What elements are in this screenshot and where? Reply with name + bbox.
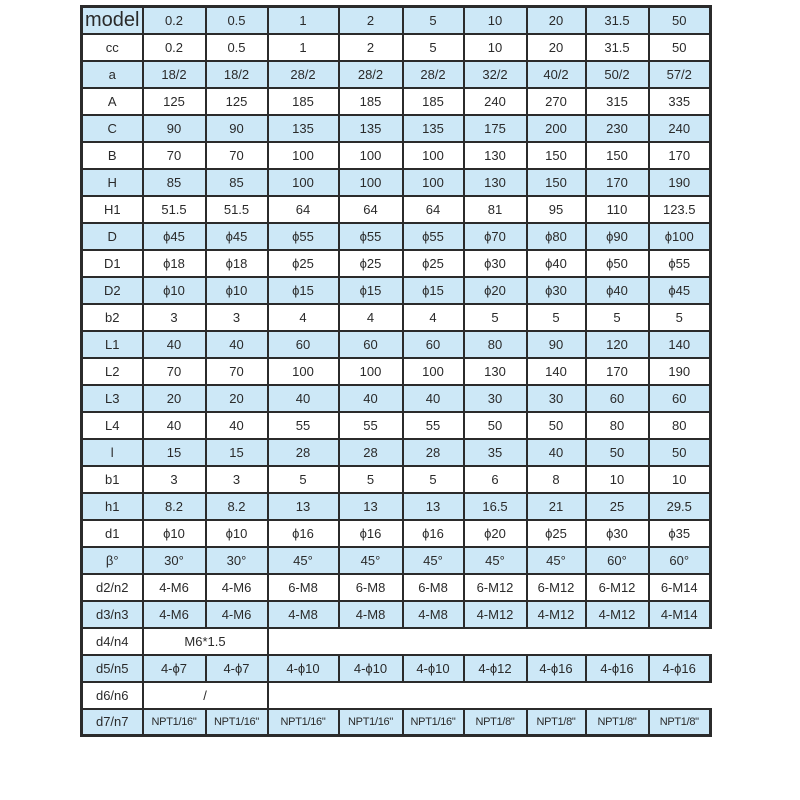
table-cell: 30 xyxy=(527,385,586,412)
table-cell: ϕ10 xyxy=(206,277,268,304)
table-cell: 40 xyxy=(403,385,464,412)
table-cell: 6-M8 xyxy=(403,574,464,601)
table-row-d6/n6 xyxy=(82,682,711,709)
column-header-2: 2 xyxy=(339,7,403,34)
table-cell: 60° xyxy=(649,547,711,574)
table-row-h1 xyxy=(82,493,711,520)
table-cell: 4-ϕ16 xyxy=(649,655,711,682)
table-cell: 55 xyxy=(339,412,403,439)
row-label: B xyxy=(82,142,143,169)
table-cell: 90 xyxy=(206,115,268,142)
blank-merged-cell xyxy=(268,682,711,709)
table-cell: ϕ20 xyxy=(464,520,527,547)
table-cell: 8.2 xyxy=(206,493,268,520)
table-cell: ϕ25 xyxy=(339,250,403,277)
table-row-L2 xyxy=(82,358,711,385)
row-label: b2 xyxy=(82,304,143,331)
table-cell: 5 xyxy=(527,304,586,331)
table-cell: 85 xyxy=(143,169,206,196)
table-cell: 140 xyxy=(649,331,711,358)
table-cell: 4-ϕ12 xyxy=(464,655,527,682)
table-cell: 125 xyxy=(143,88,206,115)
table-cell: 8 xyxy=(527,466,586,493)
table-cell: 30° xyxy=(206,547,268,574)
table-row-d7/n7 xyxy=(82,709,711,736)
table-cell: 125 xyxy=(206,88,268,115)
table-cell: 170 xyxy=(649,142,711,169)
table-row-b1 xyxy=(82,466,711,493)
table-cell: 6-M8 xyxy=(268,574,339,601)
table-cell: 3 xyxy=(143,304,206,331)
table-cell: 50/2 xyxy=(586,61,649,88)
table-cell: ϕ45 xyxy=(206,223,268,250)
row-label: d4/n4 xyxy=(82,628,143,655)
table-cell: 10 xyxy=(649,466,711,493)
table-cell: ϕ25 xyxy=(403,250,464,277)
table-row-L3 xyxy=(82,385,711,412)
table-cell: 20 xyxy=(527,34,586,61)
table-cell: 70 xyxy=(143,142,206,169)
table-cell: 50 xyxy=(464,412,527,439)
table-cell: 50 xyxy=(649,439,711,466)
table-cell: 13 xyxy=(403,493,464,520)
table-cell: 5 xyxy=(403,466,464,493)
table-cell: NPT1/8" xyxy=(527,709,586,736)
table-cell: 240 xyxy=(464,88,527,115)
table-cell: 6-M12 xyxy=(527,574,586,601)
table-cell: 4-M12 xyxy=(586,601,649,628)
table-cell: 8.2 xyxy=(143,493,206,520)
table-cell: 170 xyxy=(586,169,649,196)
table-cell: ϕ45 xyxy=(143,223,206,250)
table-body xyxy=(82,34,711,736)
table-cell: ϕ55 xyxy=(339,223,403,250)
table-cell: 5 xyxy=(268,466,339,493)
table-cell: 35 xyxy=(464,439,527,466)
table-cell: 55 xyxy=(268,412,339,439)
row-label: H1 xyxy=(82,196,143,223)
table-cell: 150 xyxy=(586,142,649,169)
table-cell: 28 xyxy=(268,439,339,466)
table-cell: 315 xyxy=(586,88,649,115)
table-cell: 60 xyxy=(268,331,339,358)
table-cell: 4-M14 xyxy=(649,601,711,628)
column-header-10: 10 xyxy=(464,7,527,34)
row-label: d3/n3 xyxy=(82,601,143,628)
table-cell: 150 xyxy=(527,142,586,169)
column-header-1: 1 xyxy=(268,7,339,34)
table-cell: 100 xyxy=(339,358,403,385)
header-row xyxy=(82,7,711,34)
table-cell: NPT1/16" xyxy=(206,709,268,736)
merged-cell: M6*1.5 xyxy=(143,628,268,655)
table-cell: 10 xyxy=(464,34,527,61)
table-cell: 40 xyxy=(206,331,268,358)
table-cell: NPT1/16" xyxy=(143,709,206,736)
table-cell: ϕ50 xyxy=(586,250,649,277)
table-cell: 15 xyxy=(143,439,206,466)
row-label: b1 xyxy=(82,466,143,493)
table-cell: ϕ16 xyxy=(268,520,339,547)
table-cell: 28 xyxy=(403,439,464,466)
table-cell: 20 xyxy=(143,385,206,412)
row-label: L4 xyxy=(82,412,143,439)
table-cell: 28/2 xyxy=(268,61,339,88)
row-label: cc xyxy=(82,34,143,61)
table-row-A xyxy=(82,88,711,115)
table-cell: 85 xyxy=(206,169,268,196)
table-cell: 175 xyxy=(464,115,527,142)
row-label: L2 xyxy=(82,358,143,385)
table-cell: 50 xyxy=(586,439,649,466)
table-cell: 20 xyxy=(206,385,268,412)
table-cell: 190 xyxy=(649,169,711,196)
table-cell: ϕ55 xyxy=(268,223,339,250)
table-cell: ϕ25 xyxy=(268,250,339,277)
row-label: β° xyxy=(82,547,143,574)
table-cell: 45° xyxy=(464,547,527,574)
column-header-20: 20 xyxy=(527,7,586,34)
table-cell: 80 xyxy=(464,331,527,358)
column-header-50: 50 xyxy=(649,7,711,34)
table-cell: ϕ70 xyxy=(464,223,527,250)
table-row-H xyxy=(82,169,711,196)
table-cell: 70 xyxy=(206,358,268,385)
merged-cell: / xyxy=(143,682,268,709)
table-cell: 28/2 xyxy=(339,61,403,88)
spec-table xyxy=(80,5,712,737)
table-cell: 32/2 xyxy=(464,61,527,88)
table-cell: 5 xyxy=(464,304,527,331)
table-cell: 4-M8 xyxy=(339,601,403,628)
table-cell: 140 xyxy=(527,358,586,385)
row-label: d6/n6 xyxy=(82,682,143,709)
row-label: a xyxy=(82,61,143,88)
table-cell: 64 xyxy=(268,196,339,223)
table-cell: 5 xyxy=(339,466,403,493)
table-cell: 100 xyxy=(339,142,403,169)
table-cell: ϕ16 xyxy=(403,520,464,547)
table-cell: 4-ϕ7 xyxy=(143,655,206,682)
table-cell: 30° xyxy=(143,547,206,574)
table-cell: 230 xyxy=(586,115,649,142)
table-row-C xyxy=(82,115,711,142)
table-cell: 1 xyxy=(268,34,339,61)
row-label: D xyxy=(82,223,143,250)
table-cell: 40 xyxy=(339,385,403,412)
table-cell: 60 xyxy=(586,385,649,412)
table-cell: 130 xyxy=(464,142,527,169)
table-cell: 4 xyxy=(268,304,339,331)
table-cell: 110 xyxy=(586,196,649,223)
table-cell: 3 xyxy=(206,304,268,331)
table-cell: 57/2 xyxy=(649,61,711,88)
column-header-0.2: 0.2 xyxy=(143,7,206,34)
table-cell: 4-M8 xyxy=(268,601,339,628)
table-cell: 100 xyxy=(268,358,339,385)
table-cell: 50 xyxy=(649,34,711,61)
table-cell: 240 xyxy=(649,115,711,142)
table-cell: 64 xyxy=(403,196,464,223)
table-row-L4 xyxy=(82,412,711,439)
table-cell: NPT1/8" xyxy=(464,709,527,736)
table-cell: 4-M12 xyxy=(464,601,527,628)
table-row-d3/n3 xyxy=(82,601,711,628)
table-cell: 6 xyxy=(464,466,527,493)
table-row-d2/n2 xyxy=(82,574,711,601)
table-cell: 40/2 xyxy=(527,61,586,88)
table-row-b2 xyxy=(82,304,711,331)
table-row-d1 xyxy=(82,520,711,547)
table-cell: 135 xyxy=(403,115,464,142)
table-row-d4/n4 xyxy=(82,628,711,655)
table-cell: 28 xyxy=(339,439,403,466)
table-cell: 29.5 xyxy=(649,493,711,520)
model-header: model xyxy=(82,7,143,34)
table-cell: ϕ10 xyxy=(206,520,268,547)
table-cell: ϕ100 xyxy=(649,223,711,250)
table-cell: ϕ40 xyxy=(527,250,586,277)
table-cell: 6-M14 xyxy=(649,574,711,601)
table-cell: ϕ90 xyxy=(586,223,649,250)
row-label: d2/n2 xyxy=(82,574,143,601)
table-cell: 135 xyxy=(268,115,339,142)
table-row-a xyxy=(82,61,711,88)
column-header-5: 5 xyxy=(403,7,464,34)
table-cell: 80 xyxy=(586,412,649,439)
table-cell: 70 xyxy=(143,358,206,385)
table-row-L1 xyxy=(82,331,711,358)
table-cell: 100 xyxy=(403,358,464,385)
table-cell: 0.2 xyxy=(143,34,206,61)
table-cell: ϕ30 xyxy=(464,250,527,277)
row-label: d7/n7 xyxy=(82,709,143,736)
table-cell: ϕ25 xyxy=(527,520,586,547)
table-cell: 13 xyxy=(268,493,339,520)
table-cell: 4-M6 xyxy=(143,574,206,601)
column-header-0.5: 0.5 xyxy=(206,7,268,34)
table-cell: 270 xyxy=(527,88,586,115)
table-cell: 3 xyxy=(143,466,206,493)
table-cell: 130 xyxy=(464,358,527,385)
row-label: H xyxy=(82,169,143,196)
table-cell: 3 xyxy=(206,466,268,493)
blank-merged-cell xyxy=(268,628,711,655)
table-cell: NPT1/16" xyxy=(268,709,339,736)
table-cell: 4-ϕ16 xyxy=(586,655,649,682)
table-cell: 5 xyxy=(586,304,649,331)
table-cell: 13 xyxy=(339,493,403,520)
table-row-H1 xyxy=(82,196,711,223)
table-cell: 28/2 xyxy=(403,61,464,88)
table-cell: 185 xyxy=(268,88,339,115)
table-cell: 0.5 xyxy=(206,34,268,61)
table-cell: 45° xyxy=(527,547,586,574)
table-cell: 25 xyxy=(586,493,649,520)
table-cell: 40 xyxy=(143,331,206,358)
table-cell: 40 xyxy=(527,439,586,466)
table-cell: 6-M8 xyxy=(339,574,403,601)
table-cell: ϕ80 xyxy=(527,223,586,250)
table-cell: 21 xyxy=(527,493,586,520)
table-cell: ϕ30 xyxy=(527,277,586,304)
table-row-D1 xyxy=(82,250,711,277)
table-cell: 60 xyxy=(403,331,464,358)
table-cell: NPT1/8" xyxy=(586,709,649,736)
table-cell: ϕ15 xyxy=(339,277,403,304)
table-cell: ϕ15 xyxy=(268,277,339,304)
row-label: d1 xyxy=(82,520,143,547)
table-row-D xyxy=(82,223,711,250)
table-cell: 15 xyxy=(206,439,268,466)
table-cell: 100 xyxy=(268,169,339,196)
table-cell: 18/2 xyxy=(206,61,268,88)
table-cell: 60° xyxy=(586,547,649,574)
table-cell: 5 xyxy=(403,34,464,61)
row-label: h1 xyxy=(82,493,143,520)
table-cell: 4-M6 xyxy=(143,601,206,628)
table-cell: NPT1/16" xyxy=(403,709,464,736)
table-cell: ϕ20 xyxy=(464,277,527,304)
table-cell: 100 xyxy=(339,169,403,196)
table-cell: 90 xyxy=(527,331,586,358)
table-cell: 10 xyxy=(586,466,649,493)
table-cell: ϕ18 xyxy=(206,250,268,277)
table-cell: 4 xyxy=(339,304,403,331)
table-cell: 55 xyxy=(403,412,464,439)
table-cell: 6-M12 xyxy=(586,574,649,601)
table-cell: ϕ30 xyxy=(586,520,649,547)
table-cell: 4-M6 xyxy=(206,574,268,601)
table-cell: 135 xyxy=(339,115,403,142)
table-cell: 170 xyxy=(586,358,649,385)
table-cell: 335 xyxy=(649,88,711,115)
table-cell: 100 xyxy=(268,142,339,169)
table-cell: ϕ55 xyxy=(649,250,711,277)
table-cell: ϕ10 xyxy=(143,520,206,547)
table-cell: 60 xyxy=(339,331,403,358)
table-cell: ϕ40 xyxy=(586,277,649,304)
table-cell: 30 xyxy=(464,385,527,412)
table-cell: 80 xyxy=(649,412,711,439)
row-label: D2 xyxy=(82,277,143,304)
table-cell: 4-ϕ7 xyxy=(206,655,268,682)
row-label: L3 xyxy=(82,385,143,412)
table-cell: 4 xyxy=(403,304,464,331)
row-label: L1 xyxy=(82,331,143,358)
table-cell: 4-M8 xyxy=(403,601,464,628)
row-label: D1 xyxy=(82,250,143,277)
table-cell: 45° xyxy=(339,547,403,574)
table-cell: 120 xyxy=(586,331,649,358)
table-row-β° xyxy=(82,547,711,574)
table-cell: 6-M12 xyxy=(464,574,527,601)
table-cell: 4-ϕ16 xyxy=(527,655,586,682)
table-cell: 200 xyxy=(527,115,586,142)
table-cell: 51.5 xyxy=(206,196,268,223)
table-cell: 45° xyxy=(268,547,339,574)
table-cell: 95 xyxy=(527,196,586,223)
table-cell: 123.5 xyxy=(649,196,711,223)
table-cell: 130 xyxy=(464,169,527,196)
table-row-cc xyxy=(82,34,711,61)
row-label: d5/n5 xyxy=(82,655,143,682)
table-cell: 16.5 xyxy=(464,493,527,520)
table-cell: ϕ15 xyxy=(403,277,464,304)
table-row-B xyxy=(82,142,711,169)
table-cell: 185 xyxy=(339,88,403,115)
table-cell: 40 xyxy=(143,412,206,439)
table-cell: 40 xyxy=(206,412,268,439)
table-cell: 100 xyxy=(403,169,464,196)
table-cell: 5 xyxy=(649,304,711,331)
table-cell: 31.5 xyxy=(586,34,649,61)
table-cell: NPT1/16" xyxy=(339,709,403,736)
table-cell: 4-ϕ10 xyxy=(268,655,339,682)
table-cell: ϕ16 xyxy=(339,520,403,547)
table-cell: 190 xyxy=(649,358,711,385)
table-cell: ϕ35 xyxy=(649,520,711,547)
column-header-31.5: 31.5 xyxy=(586,7,649,34)
table-cell: 90 xyxy=(143,115,206,142)
table-cell: ϕ55 xyxy=(403,223,464,250)
row-label: A xyxy=(82,88,143,115)
row-label: l xyxy=(82,439,143,466)
table-cell: 4-M6 xyxy=(206,601,268,628)
table-cell: 4-ϕ10 xyxy=(339,655,403,682)
table-cell: 4-ϕ10 xyxy=(403,655,464,682)
table-cell: 45° xyxy=(403,547,464,574)
table-cell: 150 xyxy=(527,169,586,196)
table-cell: 40 xyxy=(268,385,339,412)
table-cell: 4-M12 xyxy=(527,601,586,628)
table-row-l xyxy=(82,439,711,466)
table-cell: 51.5 xyxy=(143,196,206,223)
table-cell: 185 xyxy=(403,88,464,115)
table-cell: 60 xyxy=(649,385,711,412)
table-cell: ϕ45 xyxy=(649,277,711,304)
table-cell: 70 xyxy=(206,142,268,169)
table-cell: 100 xyxy=(403,142,464,169)
table-cell: 2 xyxy=(339,34,403,61)
table-cell: ϕ18 xyxy=(143,250,206,277)
table-cell: NPT1/8" xyxy=(649,709,711,736)
table-cell: 81 xyxy=(464,196,527,223)
table-cell: 64 xyxy=(339,196,403,223)
table-cell: ϕ10 xyxy=(143,277,206,304)
table-row-d5/n5 xyxy=(82,655,711,682)
table-cell: 18/2 xyxy=(143,61,206,88)
row-label: C xyxy=(82,115,143,142)
table-cell: 50 xyxy=(527,412,586,439)
table-row-D2 xyxy=(82,277,711,304)
